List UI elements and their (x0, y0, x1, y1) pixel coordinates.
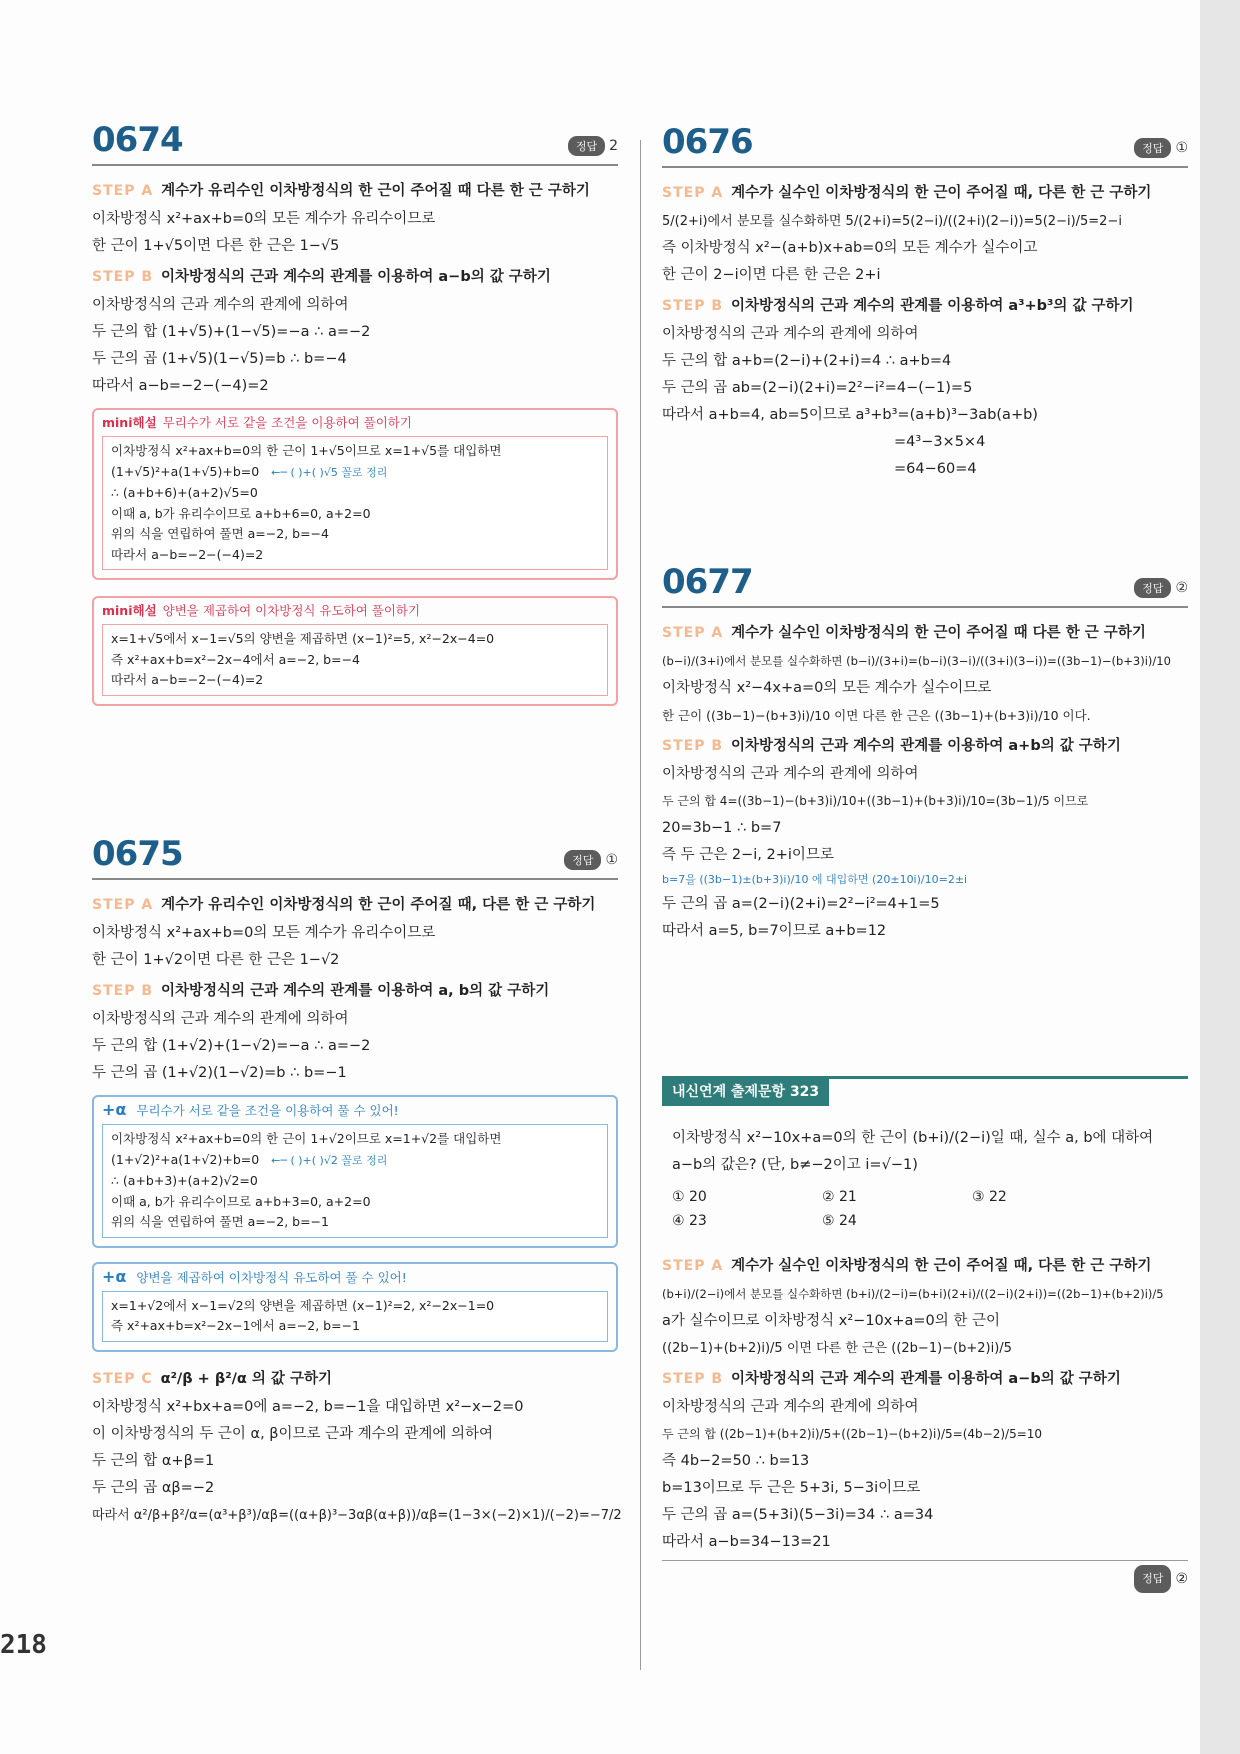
annotation-note: b=7을 ((3b−1)±(b+3)i)/10 에 대입하면 (20±10i)/10=2±i (662, 873, 968, 886)
problem-header (662, 120, 1188, 168)
text-line: 즉 두 근은 2−i, 2+i이므로 (662, 847, 834, 863)
problem-0676 (662, 120, 1188, 483)
page-edge (1200, 0, 1240, 1754)
text-line: 즉 4b−2=50 ∴ b=13 (662, 1453, 810, 1469)
text-line: 두 근의 곱 a=(2−i)(2+i)=2²−i²=4+1=5 (662, 896, 940, 912)
text-line: 한 근이 1+√2이면 다른 한 근은 1−√2 (92, 952, 340, 968)
mini-title: mini해설 무리수가 서로 같을 조건을 이용하여 풀이하기 (102, 415, 412, 430)
answer-choices (672, 1185, 1178, 1233)
answer-badge: 정답 2 (568, 136, 618, 156)
page-number: 218 (0, 1630, 47, 1660)
linked-problem-label: 내신연계 출제문항 323 (662, 1076, 829, 1106)
step-a-title: STEP A 계수가 실수인 이차방정식의 한 근이 주어질 때, 다른 한 근 구하기 (662, 1258, 1152, 1274)
problem-number: 0674 (92, 120, 183, 160)
text-line: 20=3b−1 ∴ b=7 (662, 820, 782, 836)
text-line: 두 근의 합 4=((3b−1)−(b+3)i)/10+((3b−1)+(b+3)i)/10=(3b−1)/5 이므로 (662, 794, 1089, 808)
mini-solution-box (92, 408, 618, 580)
mini-body: x=1+√5에서 x−1=√5의 양변을 제곱하면 (x−1)²=5, x²−2x−4=0 즉 x²+ax+b=x²−2x−4에서 a=−2, b=−4 따라서 a−b=−2−(−4)=2 (102, 624, 608, 696)
text-line: 두 근의 합 α+β=1 (92, 1452, 215, 1469)
step-c-title: STEP C α²/β + β²/α 의 값 구하기 (92, 1370, 333, 1387)
text-line: 따라서 a+b=4, ab=5이므로 a³+b³=(a+b)³−3ab(a+b) (662, 407, 1038, 423)
text-line: 이차방정식의 근과 계수의 관계에 의하여 (662, 326, 919, 342)
step-b-title: STEP B 이차방정식의 근과 계수의 관계를 이용하여 a−b의 값 구하기 (92, 269, 551, 285)
text-line: (b−i)/(3+i)에서 분모를 실수화하면 (b−i)/(3+i)=(b−i)(3−i)/((3+i)(3−i))=((3b−1)−(b+3)i)/10 (662, 654, 1171, 668)
step-b-title: STEP B 이차방정식의 근과 계수의 관계를 이용하여 a+b의 값 구하기 (662, 738, 1121, 754)
text-line: =64−60=4 (894, 461, 977, 477)
text-line: 한 근이 ((3b−1)−(b+3)i)/10 이면 다른 한 근은 ((3b−1)+(b+3)i)/10 이다. (662, 708, 1091, 723)
problem-header (92, 118, 618, 166)
question-text: a−b의 값은? (단, b≠−2이고 i=√−1) (672, 1157, 918, 1173)
problem-number: 0677 (662, 562, 753, 602)
text-line: 두 근의 곱 a=(5+3i)(5−3i)=34 ∴ a=34 (662, 1507, 934, 1523)
text-line: 두 근의 곱 (1+√5)(1−√5)=b ∴ b=−4 (92, 351, 347, 367)
problem-0677 (662, 560, 1188, 945)
answer-badge: 정답 ① (564, 850, 618, 870)
linked-problem-323 (662, 1070, 1188, 1593)
text-line: (b+i)/(2−i)에서 분모를 실수화하면 (b+i)/(2−i)=(b+i)(2+i)/((2−i)(2+i))=((2b−1)+(b+2)i)/5 (662, 1287, 1164, 1301)
mini-body: 이차방정식 x²+ax+b=0의 한 근이 1+√5이므로 x=1+√5를 대입하면 (1+√5)²+a(1+√5)+b=0 ←─ ( )+( )√5 꼴로 정리 ∴ (a+b+6)+(a+2)√5=0 이때 a, b가 유리수이므로 a+b+6=0, a+2=0 위의 식을 연립하여 풀면 a=−2, b=−4 따라서 a−b=−2−(−4)=2 (102, 436, 608, 570)
text-line: 5/(2+i)에서 분모를 실수화하면 5/(2+i)=5(2−i)/((2+i)(2−i))=5(2−i)/5=2−i (662, 214, 1122, 229)
text-line: 두 근의 곱 (1+√2)(1−√2)=b ∴ b=−1 (92, 1065, 347, 1081)
problem-header (92, 832, 618, 880)
text-line: 즉 이차방정식 x²−(a+b)x+ab=0의 모든 계수가 실수이고 (662, 240, 1038, 256)
step-a-title: STEP A 계수가 실수인 이차방정식의 한 근이 주어질 때, 다른 한 근 구하기 (662, 185, 1152, 201)
column-divider (640, 140, 641, 1670)
text-line: 이차방정식의 근과 계수의 관계에 의하여 (662, 1399, 919, 1415)
text-line: a가 실수이므로 이차방정식 x²−10x+a=0의 한 근이 (662, 1313, 1001, 1329)
step-a-title: STEP A 계수가 유리수인 이차방정식의 한 근이 주어질 때, 다른 한 근 구하기 (92, 897, 596, 913)
final-answer: 정답 ② (662, 1560, 1188, 1593)
text-line: 두 근의 합 (1+√5)+(1−√5)=−a ∴ a=−2 (92, 324, 371, 340)
problem-number: 0676 (662, 122, 753, 162)
plus-body: 이차방정식 x²+ax+b=0의 한 근이 1+√2이므로 x=1+√2를 대입하면 (1+√2)²+a(1+√2)+b=0 ←─ ( )+( )√2 꼴로 정리 ∴ (a+b+3)+(a+2)√2=0 이때 a, b가 유리수이므로 a+b+3=0, a+2=0 위의 식을 연립하여 풀면 a=−2, b=−1 (102, 1124, 608, 1238)
mini-title: mini해설 양변을 제곱하여 이차방정식 유도하여 풀이하기 (102, 603, 421, 618)
text-line: 두 근의 합 ((2b−1)+(b+2)i)/5+((2b−1)−(b+2)i)/5=(4b−2)/5=10 (662, 1427, 1043, 1441)
choice-2: ② 21 (822, 1189, 857, 1205)
problem-0675 (92, 832, 622, 1529)
annotation-note: ←─ ( )+( )√2 꼴로 정리 (271, 1153, 388, 1167)
text-line: 이차방정식의 근과 계수의 관계에 의하여 (92, 1011, 349, 1027)
choice-5: ⑤ 24 (822, 1213, 857, 1229)
plus-alpha-box (92, 1262, 618, 1352)
text-line: 두 근의 합 (1+√2)+(1−√2)=−a ∴ a=−2 (92, 1038, 371, 1054)
step-b-title: STEP B 이차방정식의 근과 계수의 관계를 이용하여 a³+b³의 값 구하기 (662, 298, 1134, 314)
answer-badge: 정답 ② (1134, 578, 1188, 598)
text-line: 한 근이 2−i이면 다른 한 근은 2+i (662, 267, 881, 283)
text-line: 이차방정식 x²+ax+b=0의 모든 계수가 유리수이므로 (92, 211, 436, 227)
plus-title: +α 무리수가 서로 같을 조건을 이용하여 풀 수 있어! (102, 1100, 399, 1119)
choice-1: ① 20 (672, 1189, 707, 1205)
text-line: 따라서 a=5, b=7이므로 a+b=12 (662, 923, 887, 939)
text-line: 이차방정식의 근과 계수의 관계에 의하여 (92, 297, 349, 313)
text-line: 따라서 α²/β+β²/α=(α³+β³)/αβ=((α+β)³−3αβ(α+β))/αβ=(1−3×(−2)×1)/(−2)=−7/2 (92, 1507, 622, 1523)
text-line: b=13이므로 두 근은 5+3i, 5−3i이므로 (662, 1480, 921, 1496)
text-line: 이 이차방정식의 두 근이 α, β이므로 근과 계수의 관계에 의하여 (92, 1425, 494, 1442)
problem-number: 0675 (92, 834, 183, 874)
step-a-title: STEP A 계수가 실수인 이차방정식의 한 근이 주어질 때 다른 한 근 구하기 (662, 625, 1146, 641)
text-line: 두 근의 곱 αβ=−2 (92, 1479, 215, 1496)
annotation-note: ←─ ( )+( )√5 꼴로 정리 (271, 465, 388, 479)
text-line: =4³−3×5×4 (894, 434, 986, 450)
plus-body: x=1+√2에서 x−1=√2의 양변을 제곱하면 (x−1)²=2, x²−2x−1=0 즉 x²+ax+b=x²−2x−1에서 a=−2, b=−1 (102, 1291, 608, 1342)
step-a-title: STEP A 계수가 유리수인 이차방정식의 한 근이 주어질 때 다른 한 근 구하기 (92, 183, 590, 199)
text-line: 한 근이 1+√5이면 다른 한 근은 1−√5 (92, 238, 340, 254)
plus-title: +α 양변을 제곱하여 이차방정식 유도하여 풀 수 있어! (102, 1266, 407, 1286)
text-line: 이차방정식 x²+bx+a=0에 a=−2, b=−1을 대입하면 x²−x−2=0 (92, 1398, 524, 1415)
text-line: 두 근의 곱 ab=(2−i)(2+i)=2²−i²=4−(−1)=5 (662, 380, 973, 396)
linked-problem-box (662, 1076, 1188, 1237)
text-line: 두 근의 합 a+b=(2−i)+(2+i)=4 ∴ a+b=4 (662, 353, 952, 369)
text-line: 따라서 a−b=−2−(−4)=2 (92, 378, 269, 394)
choice-3: ③ 22 (972, 1189, 1007, 1205)
text-line: 이차방정식 x²+ax+b=0의 모든 계수가 유리수이므로 (92, 925, 436, 941)
text-line: 따라서 a−b=34−13=21 (662, 1534, 831, 1550)
problem-header (662, 560, 1188, 608)
text-line: 이차방정식의 근과 계수의 관계에 의하여 (662, 766, 919, 782)
plus-alpha-box (92, 1095, 618, 1248)
step-b-title: STEP B 이차방정식의 근과 계수의 관계를 이용하여 a−b의 값 구하기 (662, 1371, 1121, 1387)
mini-solution-box (92, 596, 618, 706)
answer-badge: 정답 ① (1134, 138, 1188, 158)
problem-0674 (92, 118, 618, 706)
choice-4: ④ 23 (672, 1213, 707, 1229)
text-line: ((2b−1)+(b+2)i)/5 이면 다른 한 근은 ((2b−1)−(b+2)i)/5 (662, 1341, 1012, 1356)
step-b-title: STEP B 이차방정식의 근과 계수의 관계를 이용하여 a, b의 값 구하기 (92, 983, 550, 999)
question-text: 이차방정식 x²−10x+a=0의 한 근이 (b+i)/(2−i)일 때, 실수 a, b에 대하여 (672, 1130, 1154, 1146)
text-line: 이차방정식 x²−4x+a=0의 모든 계수가 실수이므로 (662, 680, 992, 696)
